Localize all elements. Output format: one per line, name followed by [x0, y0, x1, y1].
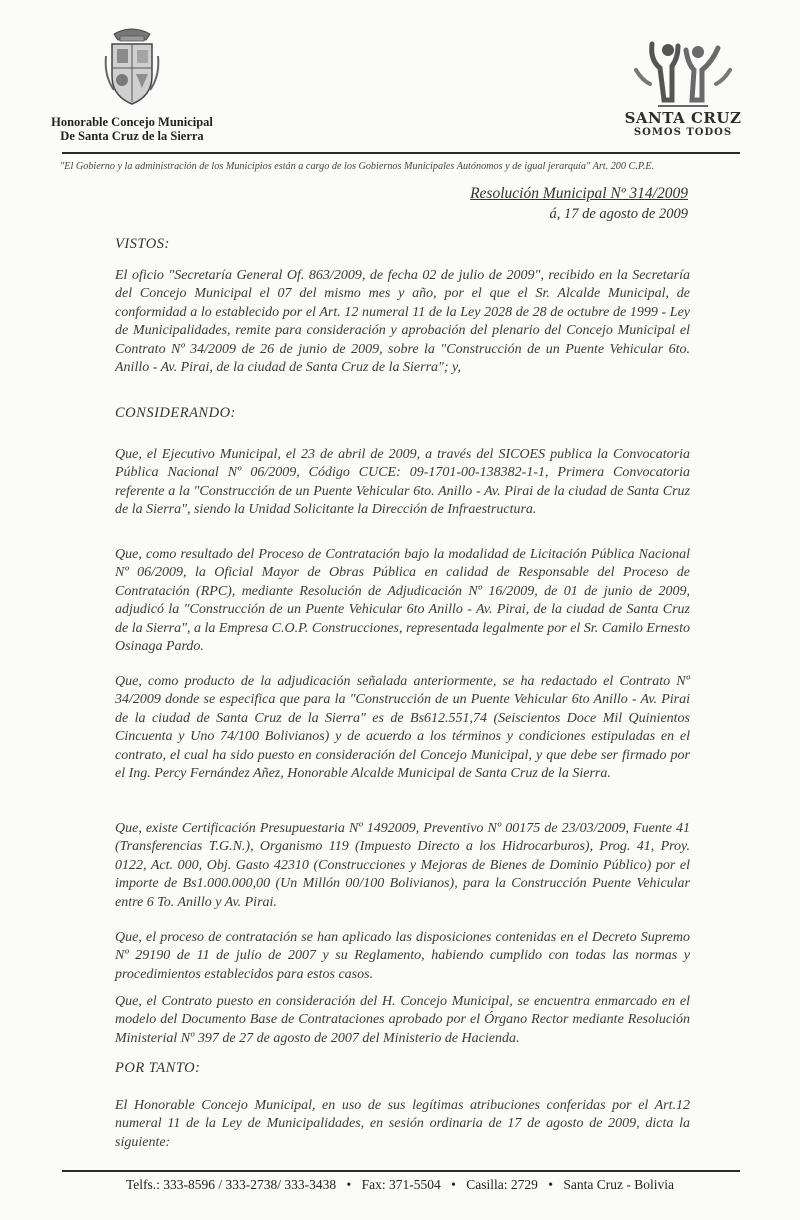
por-tanto-paragraph: El Honorable Concejo Municipal, en uso de sus legítimas atribuciones conferidas por el Art.12 numeral 11 de la Ley de Municipalidades, en sesión ordinaria de 17 de agosto de 2009, dicta la siguiente: — [115, 1098, 690, 1150]
council-name-line1: Honorable Concejo Municipal — [51, 115, 213, 129]
resolution-date: á, 17 de agosto de 2009 — [549, 206, 688, 222]
considerando-heading: CONSIDERANDO: — [115, 405, 236, 421]
header-divider — [62, 152, 740, 154]
footer-fax: Fax: 371-5504 — [361, 1177, 441, 1192]
footer-casilla: Casilla: 2729 — [466, 1177, 538, 1192]
footer-phones: Telfs.: 333-8596 / 333-2738/ 333-3438 — [126, 1177, 337, 1192]
footer-separator: • — [451, 1177, 456, 1192]
footer-separator: • — [548, 1177, 553, 1192]
resolution-title: Resolución Municipal Nº 314/2009 — [470, 185, 688, 202]
vistos-paragraph: El oficio "Secretaría General Of. 863/2009, de fecha 02 de julio de 2009", recibido en la Secretaría del Concejo Municipal el 07 del mismo mes y año, por el que el Sr. Alcalde Municipal, de conformidad a lo establecido por el Art. 12 numeral 11 de la Ley 2028 de 28 de octubre de 1999 - Ley de Municipalidades, remite para consideración y aprobación del plenario del Concejo Municipal el Contrato Nº 34/2009 de 26 de junio de 2009, sobre la "Construcción de un Puente Vehicular 6to. Anillo - Av. Pirai, de la ciudad de Santa Cruz de la Sierra"; y, — [115, 268, 690, 376]
vistos-heading: VISTOS: — [115, 236, 170, 252]
logo-name: SANTA CRUZ — [624, 109, 742, 127]
considerando-paragraph: Que, existe Certificación Presupuestaria Nº 1492009, Preventivo Nº 00175 de 23/03/2009, Fuente 41 (Transferencias T.G.N.), Organismo 119 (Impuesto Directo a los Hidrocarburos), Prog. 41, Proy. 0122, Act. 000, Obj. Gasto 42310 (Construcciones y Mejoras de Bienes de Dominio Público) por el importe de Bs1.000.000,00 (Un Millón 00/100 Bolivianos), para la Construcción Puente Vehicular entre 6 To. Anillo y Av. Pirai. — [115, 821, 690, 910]
considerando-paragraph: Que, como producto de la adjudicación señalada anteriormente, se ha redactado el Contrato Nº 34/2009 donde se especifica que para la "Construcción de un Puente Vehicular 6to Anillo - Av. Pirai de la ciudad de Santa Cruz de la Sierra" es de Bs612.551,74 (Seiscientos Doce Mil Quinientos Cincuenta y Uno 74/100 Bolivianos) y de acuerdo a los términos y condiciones estipuladas en el contrato, el cual ha sido puesto en consideración del Concejo Municipal, y que debe ser firmado por el Ing. Percy Fernández Añez, Honorable Alcalde Municipal de Santa Cruz de la Sierra. — [115, 674, 690, 782]
footer-city: Santa Cruz - Bolivia — [563, 1177, 674, 1192]
coat-of-arms-icon — [104, 26, 160, 110]
considerando-paragraph: Que, el Ejecutivo Municipal, el 23 de abril de 2009, a través del SICOES publica la Convocatoria Pública Nacional Nº 06/2009, Código CUCE: 09-1701-00-138382-1-1, Primera Convocatoria referente a la "Construcción de un Puente Vehicular 6to. Anillo - Av. Pirai de la ciudad de Santa Cruz de la Sierra", siendo la Unidad Solicitante la Dirección de Infraestructura. — [115, 447, 690, 518]
footer-separator: • — [346, 1177, 352, 1192]
por-tanto-heading: POR TANTO: — [115, 1060, 201, 1076]
footer-contact — [0, 1177, 800, 1193]
santa-cruz-figures-icon — [628, 40, 738, 120]
constitution-quote: "El Gobierno y la administración de los Municipios están a cargo de los Gobiernos Municipales Autónomos y de igual jerarquía" Art. 200 C.P.E. — [60, 161, 655, 172]
considerando-paragraph: Que, el proceso de contratación se han aplicado las disposiciones contenidas en el Decreto Supremo Nº 29190 de 11 de julio de 2007 y su Reglamento, habiendo cumplido con todas las normas y procedimientos establecidos para estos casos. — [115, 930, 690, 982]
council-name — [28, 115, 236, 143]
considerando-paragraph: Que, como resultado del Proceso de Contratación bajo la modalidad de Licitación Pública Nacional Nº 06/2009, la Oficial Mayor de Obras Pública en calidad de Responsable del Proceso de Contratación (RPC), mediante Resolución de Adjudicación Nº 16/2009, de 01 de junio de 2009, adjudicó la "Construcción de un Puente Vehicular 6to Anillo - Av. Pirai, de la ciudad de Santa Cruz de la Sierra", a la Empresa C.O.P. Construcciones, representada legalmente por el Sr. Camilo Ernesto Osinaga Pardo. — [115, 547, 690, 655]
footer-divider — [62, 1170, 740, 1172]
santa-cruz-logo-text — [620, 110, 746, 139]
considerando-paragraph: Que, el Contrato puesto en consideración del H. Concejo Municipal, se encuentra enmarcado en el modelo del Documento Base de Contrataciones aprobado por el Órgano Rector mediante Resolución Ministerial Nº 397 de 27 de agosto de 2007 del Ministerio de Hacienda. — [115, 994, 690, 1046]
council-name-line2: De Santa Cruz de la Sierra — [60, 129, 204, 143]
logo-motto: SOMOS TODOS — [633, 127, 733, 138]
